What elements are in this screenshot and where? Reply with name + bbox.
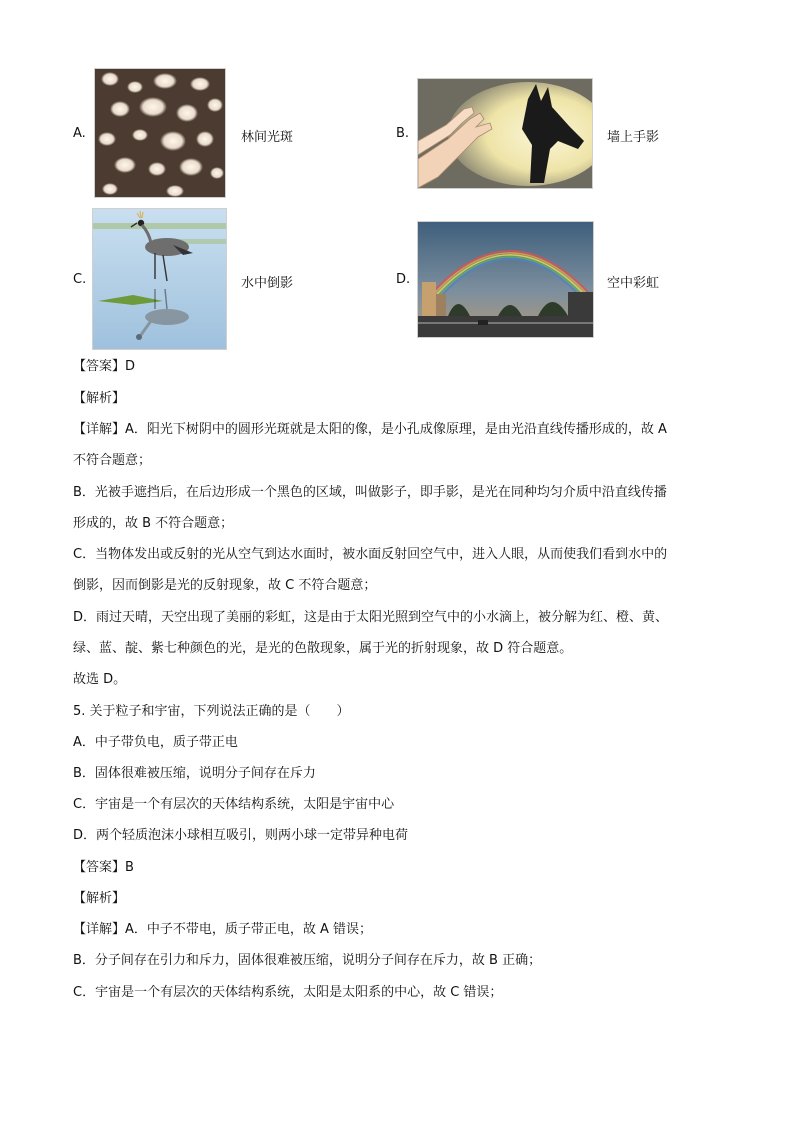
option-c-label: 水中倒影: [241, 276, 294, 291]
option-a-letter: A.: [73, 126, 86, 141]
q4-detail-line: 形成的，故 B 不符合题意；: [73, 516, 234, 531]
q4-answer: 【答案】D: [73, 359, 136, 374]
crane-reflection-icon: [93, 209, 226, 349]
option-b-label: 墙上手影: [607, 130, 660, 145]
option-d-label: 空中彩虹: [607, 276, 660, 291]
sunlight-spots-icon: [95, 69, 225, 197]
q4-detail-line: 绿、蓝、靛、紫七种颜色的光，是光的色散现象，属于光的折射现象，故 D 符合题意。: [73, 641, 573, 656]
option-c-letter: C.: [73, 272, 87, 287]
option-b-letter: B.: [396, 126, 410, 141]
rainbow-icon: [418, 222, 593, 337]
q5-choice-b: B．固体很难被压缩，说明分子间存在斥力: [73, 766, 316, 781]
q4-detail-line: 【详解】A．阳光下树阴中的圆形光斑就是太阳的像，是小孔成像原理，是由光沿直线传播形成的，故 A: [73, 422, 667, 437]
q5-choice-c: C．宇宙是一个有层次的天体结构系统，太阳是宇宙中心: [73, 797, 395, 812]
rainbow-image: [417, 221, 594, 338]
q4-detail-line: B．光被手遮挡后，在后边形成一个黑色的区域，叫做影子，即手影，是光在同种均匀介质中沿直线传播: [73, 485, 667, 500]
q5-analysis-heading: 【解析】: [73, 891, 126, 906]
q4-detail-line: D．雨过天晴，天空出现了美丽的彩虹，这是由于太阳光照到空气中的小水滴上，被分解为红、橙、黄、: [73, 610, 669, 625]
q5-answer: 【答案】B: [73, 860, 134, 875]
q4-detail-line: C．当物体发出或反射的光从空气到达水面时，被水面反射回空气中，进入人眼，从而使我们看到水中的: [73, 547, 668, 562]
q4-analysis-heading: 【解析】: [73, 391, 126, 406]
crane-reflection-image: [92, 208, 227, 350]
hand-shadow-image: [417, 78, 593, 189]
q5-choice-d: D．两个轻质泡沫小球相互吸引，则两小球一定带异种电荷: [73, 828, 409, 843]
q5-detail-line: 【详解】A．中子不带电，质子带正电，故 A 错误；: [73, 922, 373, 937]
q4-detail-line: 不符合题意；: [73, 453, 152, 468]
option-d-letter: D.: [396, 272, 411, 287]
option-a-label: 林间光斑: [241, 130, 294, 145]
q4-conclusion: 故选 D。: [73, 672, 127, 687]
q5-choice-a: A．中子带负电，质子带正电: [73, 735, 238, 750]
q4-detail-line: 倒影，因而倒影是光的反射现象，故 C 不符合题意；: [73, 578, 377, 593]
q5-detail-line: B．分子间存在引力和斥力，固体很难被压缩，说明分子间存在斥力，故 B 正确；: [73, 953, 542, 968]
hand-shadow-icon: [418, 79, 592, 188]
q5-stem: 5. 关于粒子和宇宙，下列说法正确的是（ ）: [73, 704, 350, 719]
sunlight-spots-image: [94, 68, 226, 198]
q5-detail-line: C．宇宙是一个有层次的天体结构系统，太阳是太阳系的中心，故 C 错误；: [73, 985, 503, 1000]
